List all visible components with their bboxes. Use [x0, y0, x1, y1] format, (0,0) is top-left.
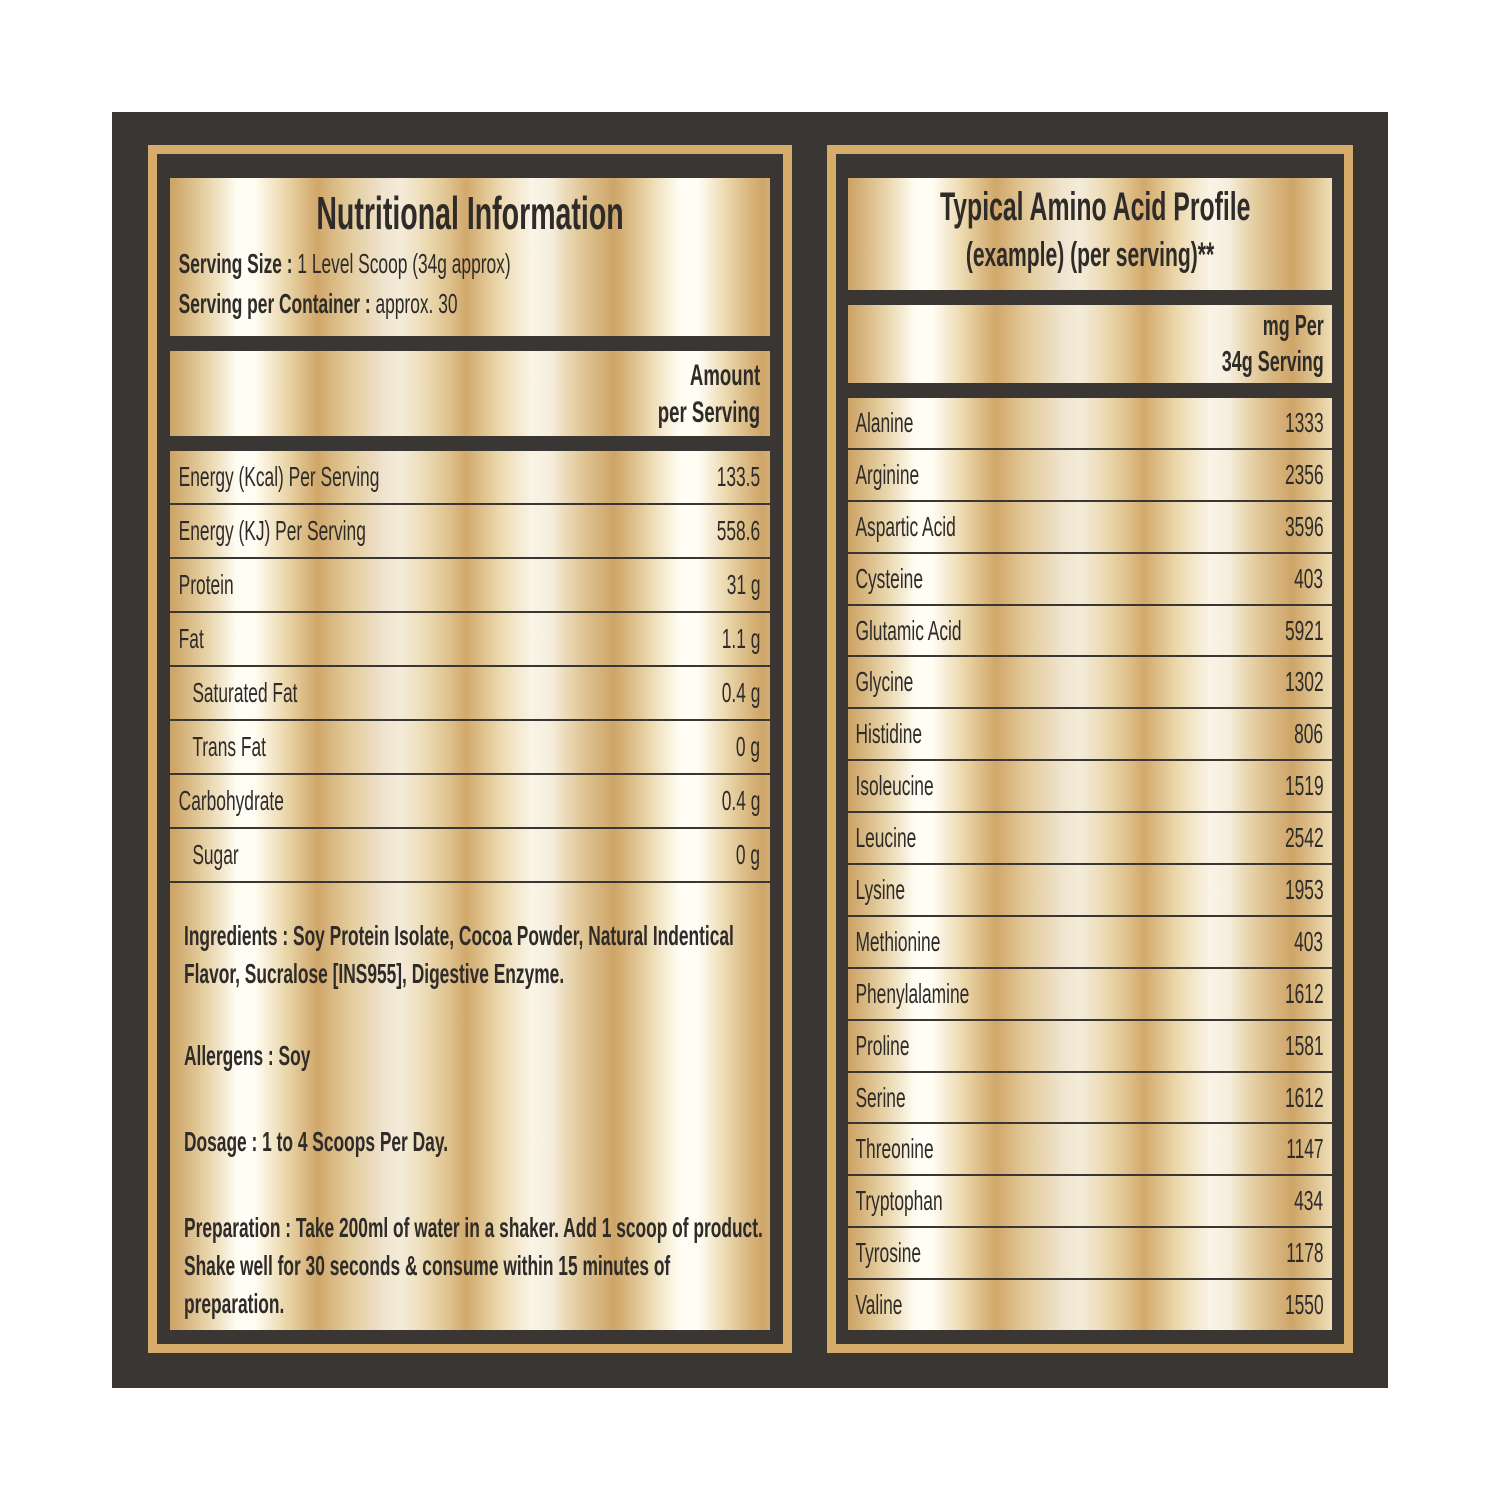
- nutrition-panel: [148, 145, 792, 1353]
- allergens-text: Allergens : Soy: [184, 1040, 311, 1071]
- amino-value: 1581: [1284, 1029, 1324, 1061]
- nutrition-table-row: [170, 559, 770, 613]
- divider-bar: [848, 383, 1332, 398]
- amino-value: 1178: [1285, 1237, 1324, 1269]
- nutrient-value: 0 g: [735, 731, 761, 762]
- amino-name: Glutamic Acid: [855, 614, 962, 646]
- amino-name: Tryptophan: [855, 1185, 943, 1217]
- amino-value: 403: [1294, 925, 1324, 957]
- nutrient-label: Fat: [178, 623, 204, 654]
- amino-name: Histidine: [855, 718, 923, 750]
- amino-value: 403: [1294, 562, 1324, 594]
- amino-value: 2542: [1284, 822, 1324, 854]
- nutrition-table-row: [170, 721, 770, 775]
- amino-table: [848, 398, 1332, 1330]
- nutrient-value: 0.4 g: [721, 785, 761, 816]
- nutrient-label: Trans Fat: [192, 731, 266, 762]
- amino-table-row: [848, 813, 1332, 865]
- nutrient-label: Sugar: [192, 839, 239, 870]
- nutrition-table-row: [170, 451, 770, 505]
- nutrition-header-block: [170, 178, 770, 336]
- amino-value: 434: [1294, 1185, 1324, 1217]
- amino-header-block: [848, 178, 1332, 290]
- amino-value: 1333: [1284, 406, 1324, 438]
- amino-value: 1953: [1284, 873, 1324, 905]
- amino-name: Lysine: [855, 873, 905, 905]
- amino-name: Proline: [855, 1029, 910, 1061]
- serving-per-container-value: approx. 30: [375, 288, 458, 319]
- amino-name: Valine: [855, 1289, 903, 1321]
- nutrient-label: Carbohydrate: [178, 785, 284, 816]
- amino-value: 2356: [1284, 458, 1324, 490]
- amino-table-row: [848, 969, 1332, 1021]
- nutrition-table-row: [170, 505, 770, 559]
- serving-size-value: 1 Level Scoop (34g approx): [297, 248, 511, 279]
- amino-name: Alanine: [855, 406, 914, 438]
- serving-size-line: [170, 244, 542, 284]
- amino-value: 5921: [1284, 614, 1324, 646]
- amino-value: 1550: [1284, 1289, 1324, 1321]
- amino-column-header-line2: 34g Serving: [1221, 346, 1324, 378]
- amino-table-row: [848, 657, 1332, 709]
- amino-value: 1519: [1284, 770, 1324, 802]
- amino-table-row: [848, 502, 1332, 554]
- amino-table-row: [848, 761, 1332, 813]
- nutrition-body-block: [170, 451, 770, 1330]
- divider-bar: [170, 436, 770, 451]
- amino-table-row: [848, 1073, 1332, 1125]
- amino-name: Cysteine: [855, 562, 923, 594]
- nutrition-table-row: [170, 667, 770, 721]
- amino-table-row: [848, 606, 1332, 658]
- amino-name: Isoleucine: [855, 770, 934, 802]
- nutrient-value: 133.5: [716, 461, 761, 492]
- amino-value: 1612: [1284, 977, 1324, 1009]
- nutrient-value: 31 g: [726, 569, 761, 600]
- amino-table-row: [848, 709, 1332, 761]
- divider-bar: [848, 290, 1332, 305]
- amino-table-row: [848, 1228, 1332, 1280]
- nutrient-label: Energy (Kcal) Per Serving: [178, 461, 380, 492]
- amount-header-line2: per Serving: [657, 395, 761, 429]
- amino-name: Methionine: [855, 925, 941, 957]
- amount-header: [658, 357, 770, 431]
- divider-bar: [170, 336, 770, 351]
- amino-table-row: [848, 865, 1332, 917]
- nutrition-table-row: [170, 775, 770, 829]
- amount-header-line1: Amount: [689, 358, 761, 392]
- nutrient-value: 0 g: [735, 839, 761, 870]
- amino-name: Phenylalamine: [855, 977, 970, 1009]
- amino-title: Typical Amino Acid Profile: [939, 185, 1251, 229]
- amino-table-row: [848, 917, 1332, 969]
- serving-per-container-label: Serving per Container :: [178, 288, 371, 319]
- nutrient-label: Energy (KJ) Per Serving: [178, 515, 366, 546]
- amino-table-row: [848, 1021, 1332, 1073]
- amino-table-row: [848, 1280, 1332, 1330]
- amino-name: Leucine: [855, 822, 917, 854]
- amino-name: Arginine: [855, 458, 920, 490]
- serving-size-label: Serving Size :: [178, 248, 293, 279]
- dosage-text: Dosage : 1 to 4 Scoops Per Day.: [184, 1126, 449, 1157]
- amino-table-row: [848, 450, 1332, 502]
- amino-table-row: [848, 1124, 1332, 1176]
- amino-name: Serine: [855, 1081, 906, 1113]
- amino-table-row: [848, 1176, 1332, 1228]
- amino-column-header-block: [848, 305, 1332, 383]
- ingredients-text: Ingredients : Soy Protein Isolate, Cocoa Powder, Natural Indentical Flavor, Sucralose [INS955], Digestive Enzyme.: [184, 920, 734, 989]
- amino-name: Aspartic Acid: [855, 510, 956, 542]
- nutrition-table-row: [170, 613, 770, 667]
- nutrient-value: 558.6: [716, 515, 761, 546]
- amino-value: 806: [1294, 718, 1324, 750]
- amino-table-row: [848, 554, 1332, 606]
- nutrient-label: Saturated Fat: [192, 677, 298, 708]
- amino-value: 1302: [1284, 666, 1324, 698]
- amino-column-header-line1: mg Per: [1262, 310, 1324, 342]
- preparation-text: Preparation : Take 200ml of water in a shaker. Add 1 scoop of product. Shake well for 30 seconds & consume within 15 minutes of preparation.: [184, 1212, 763, 1319]
- amino-value: 3596: [1284, 510, 1324, 542]
- amount-header-block: [170, 351, 770, 436]
- amino-name: Glycine: [855, 666, 914, 698]
- nutrient-value: 0.4 g: [721, 677, 761, 708]
- amino-subtitle: (example) (per serving)**: [965, 236, 1215, 274]
- label-background: [112, 112, 1388, 1388]
- nutrition-table: [170, 451, 770, 883]
- amino-name: Threonine: [855, 1133, 934, 1165]
- amino-name: Tyrosine: [855, 1237, 922, 1269]
- amino-column-header: [1221, 308, 1332, 380]
- amino-table-row: [848, 398, 1332, 450]
- nutrient-value: 1.1 g: [721, 623, 761, 654]
- serving-per-container-line: [170, 284, 542, 324]
- nutrient-label: Protein: [178, 569, 234, 600]
- amino-value: 1612: [1284, 1081, 1324, 1113]
- amino-value: 1147: [1285, 1133, 1324, 1165]
- nutrition-table-row: [170, 829, 770, 883]
- nutrition-title: Nutritional Information: [316, 187, 624, 239]
- amino-panel: [827, 145, 1353, 1353]
